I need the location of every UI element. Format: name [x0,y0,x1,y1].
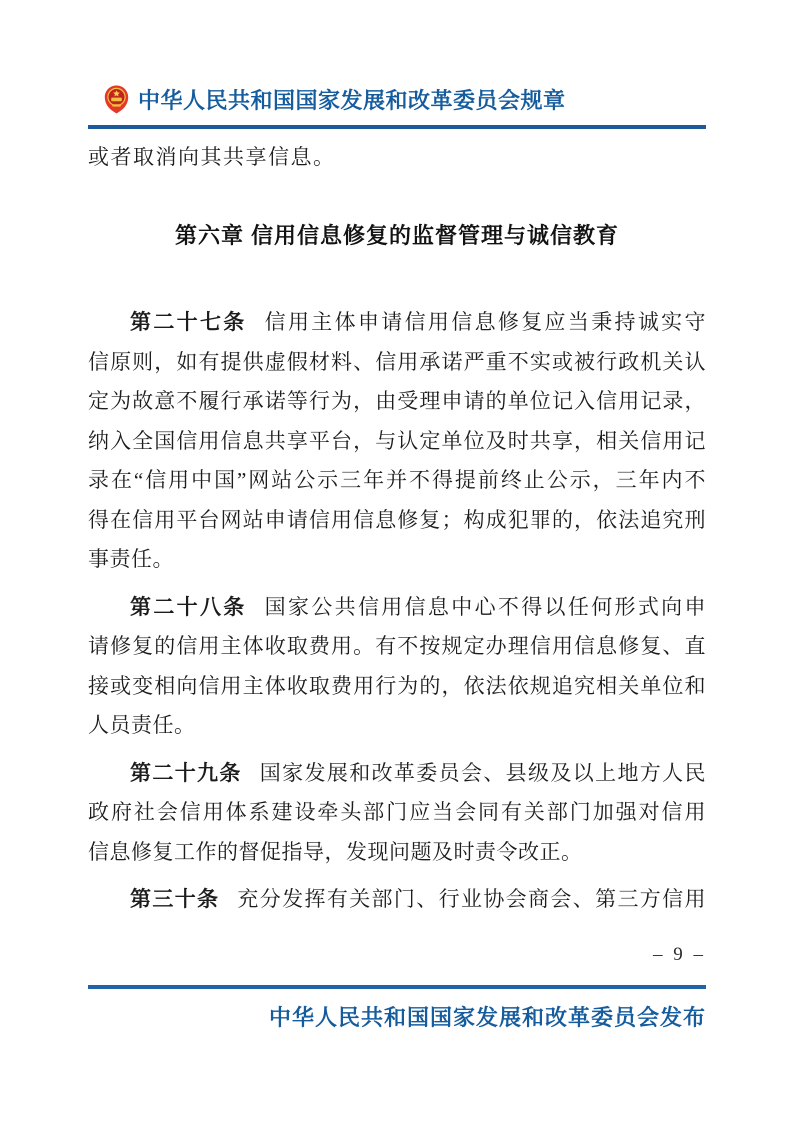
article-text: 国家公共信用信息中心不得以任何形式向申 [264,594,706,619]
chapter-heading: 第六章 信用信息修复的监督管理与诚信教育 [174,223,620,248]
article-line: 人员责任。 [88,713,196,737]
article-paragraph [88,754,706,873]
article-line: 信息修复工作的督促指导，发现问题及时责令改正。 [88,839,583,864]
article-paragraph [88,880,706,920]
article-line: 事责任。 [88,547,174,571]
masthead-title: 中华人民共和国国家发展和改革委员会规章 [138,88,566,113]
page-number: – 9 – [653,944,706,965]
article-paragraph [88,588,706,746]
article-line [88,754,706,794]
footer-publisher: 中华人民共和国国家发展和改革委员会发布 [268,1005,706,1030]
article-number: 第二十九条 [130,760,242,785]
article-line: 录在“信用中国”网站公示三年并不得提前终止公示，三年内不 [88,468,706,492]
article-paragraph [88,303,706,580]
body-continuation-line: 或者取消向其共享信息。 [88,145,336,169]
article-number: 第三十条 [130,887,220,911]
article-text: 信用主体申请信用信息修复应当秉持诚实守 [264,310,706,334]
article-line: 纳入全国信用信息共享平台，与认定单位及时共享，相关信用记 [88,428,706,453]
article-number: 第二十八条 [130,594,247,619]
article-line [88,880,706,920]
article-text: 国家发展和改革委员会、县级及以上地方人民 [259,760,706,785]
article-line: 得在信用平台网站申请信用信息修复；构成犯罪的，依法追究刑 [88,507,706,532]
article-line: 政府社会信用体系建设牵头部门应当会同有关部门加强对信用 [88,800,706,824]
header-rule [88,125,706,129]
articles-block [88,303,706,920]
article-number: 第二十七条 [130,310,247,334]
article-line [88,303,706,343]
article-line: 接或变相向信用主体收取费用行为的，依法依规追究相关单位和 [88,673,706,698]
national-emblem-icon [104,85,129,114]
footer-rule [88,985,706,989]
article-line: 定为故意不履行承诺等行为，由受理申请的单位记入信用记录， [88,389,706,413]
article-line: 请修复的信用主体收取费用。有不按规定办理信用信息修复、直 [88,634,706,658]
article-line: 信原则，如有提供虚假材料、信用承诺严重不实或被行政机关认 [88,349,706,374]
article-line [88,588,706,628]
masthead [88,84,706,115]
article-text: 充分发挥有关部门、行业协会商会、第三方信用 [237,887,706,911]
